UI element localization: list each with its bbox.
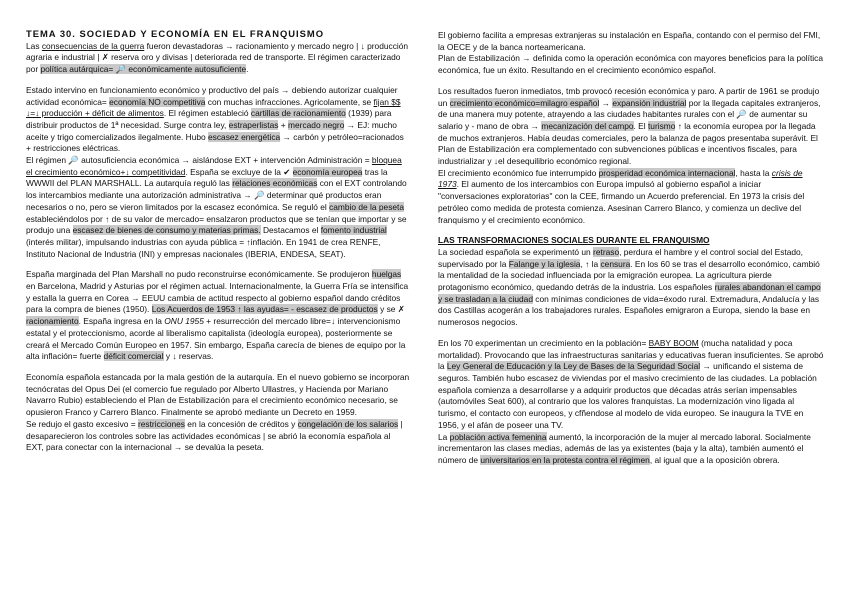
highlighted-text: expansión industrial	[612, 97, 687, 108]
highlighted-text: turismo	[647, 120, 676, 131]
highlighted-text: población activa femenina	[449, 431, 547, 442]
text-run: En los 70 experimentan un crecimiento en la población=	[438, 337, 649, 348]
highlighted-text: congelación de los salarios	[297, 418, 399, 429]
text-run: . En los 60 se tras el desarrollo económico, cambió la mentalidad de la sociedad influenciada por la emigración europea. La agricultura pierde protagonismo económico, quedando detrás de la industria. Los españoles	[438, 258, 820, 293]
text-run: → EJ: mucho aceite y trigo comercializados ilegalmente. Hubo	[26, 119, 397, 142]
highlighted-text: fomento industrial	[320, 225, 387, 236]
text-run: estableciéndolos por ↑ de su valor de mercado= ensalzaron productos que se tenían que importar y se produjo una	[26, 213, 407, 236]
highlighted-text: universitarios en la protesta contra el régimen	[480, 454, 650, 465]
text-run: aumentó, la incorporación de la mujer al mercado laboral. Socialmente incrementaron las clases medias, además de las ya existentes (baja y la alta), también aumentó el número de	[438, 431, 811, 465]
text-run: tras la WWWII del PLAN MARSHALL. La autarquía reguló las	[26, 166, 388, 189]
text-run: El crecimiento económico fue interrumpido	[438, 167, 599, 178]
text-run: . El aumento de los intercambios con Europa impulsó al gobierno español a iniciar "conversaciones exploratorias" con la CEE, firmando un Acuerdo preferencial. En 1973 la crisis del petróleo como medida de protesta comienza. Asesinan Carrero Blanco, y comienza un declive del franquismo y el crecimiento económico.	[438, 179, 805, 225]
text-run: , hasta la	[735, 167, 772, 178]
paragraph	[26, 155, 410, 260]
highlighted-text: estraperlistas	[228, 119, 279, 130]
text-run: en Barcelona, Madrid y Asturias por el régimen actual. Internacionalmente, la Guerra Fría se intensifica y estalla la guerra en Corea → EEUU cambia de actitud respecto al gobierno español dando créditos para la compra de bienes (1950).	[26, 281, 409, 315]
highlighted-text: economía europea	[292, 166, 363, 177]
highlighted-text: censura	[600, 258, 631, 269]
paragraph	[26, 41, 410, 76]
highlighted-text: cambio de la peseta	[329, 201, 405, 212]
text-run: y se ✗	[377, 304, 405, 315]
highlighted-text: prosperidad económica internacional	[598, 167, 736, 178]
paragraph	[26, 85, 410, 155]
text-run: ONU 1955	[164, 316, 204, 327]
text-run: Destacamos el	[260, 225, 321, 236]
highlighted-text: restricciones	[137, 418, 185, 429]
text-run: fueron devastadoras → racionamiento y mercado negro | ↓ producción agraria e industrial | ✗ reserva oro y divisas | deteriorada red de transporte. El régimen caracterizado por	[26, 40, 409, 75]
paragraph	[438, 53, 824, 76]
text-run: (interés militar), impulsando industrias con ayuda pública = ↑inflación. En 1941 de crea RENFE, Instituto Nacional de Industria (INI) y empresas nacionales (IBERIA, ENDESA, SEAT).	[26, 236, 381, 259]
highlighted-text: Los Acuerdos de 1953 ↑ las ayudas= - escasez de productos	[151, 304, 378, 315]
text-run: , ↑ la	[580, 258, 601, 269]
highlighted-text: mercado negro	[288, 119, 345, 130]
text-run: . España ingresa en la	[78, 316, 165, 327]
highlighted-text: escasez de bienes de consumo y materias primas.	[72, 225, 261, 236]
highlighted-text: escasez energética	[208, 131, 281, 142]
text-run: y ↓ reservas.	[163, 351, 214, 362]
text-run: Plan de Estabilización → definida como la operación económica con mayores beneficios para la política económica, fue un éxito. Resultando en el crecimiento económico español.	[438, 53, 824, 76]
underlined-text: bloquea el crecimiento económico+↓ competitividad	[26, 155, 402, 177]
text-run: →	[599, 97, 613, 108]
text-run: + resurrección del mercado libre=↓ intervencionismo estatal y el proteccionismo, acorde al liberalismo capitalista (ideología europea), posteriormente se creará el Mercado Común Europeo en 1957. Sin embargo, España carecía de bienes de equipo por la alta inflación= fuerte	[26, 316, 406, 362]
text-run: El régimen 🔎 autosuficiencia económica → aislándose EXT + intervención Administración =	[26, 155, 372, 166]
text-run: (mucha natalidad y poca mortalidad). Provocando que las infraestructuras sanitarias y educativas fueran insuficientes. Se aprobó la	[438, 337, 824, 372]
underlined-text: consecuencias de la guerra	[41, 40, 145, 51]
text-run: ↑ la economía europea por la llegada de muchos extranjeros. Había deudas comerciales, pero la balanza de pagos presentaba superávit. El Plan de Estabilización era complementado con subvenciones públicas e incentivos fiscales, para industrializar y ↓el desequilibrio económico regional.	[438, 120, 818, 167]
paragraph	[438, 86, 824, 168]
highlighted-text: déficit comercial	[103, 351, 164, 362]
text-run: (1939) para distribuir productos de 1ª necesidad. Surge contra ley,	[26, 108, 392, 130]
text-run: La sociedad española se experimentó un	[438, 246, 594, 257]
text-run: Economía española estancada por la mala gestión de la autarquía. En el nuevo gobierno se incorporan tecnócratas del Opus Dei (el comercio fue regulado por Alberto Ullastres, y Hacienda por Mariano Navarro Rubio) estableciendo el Plan de Estabilización para el crecimiento económico necesario, se opusieron Franco y Carrero Blanco. Finalmente se aprobó mediante un Decreto en 1959.	[26, 371, 410, 418]
text-run: España marginada del Plan Marshall no pudo reconstruirse económicamente. Se produjeron	[26, 269, 372, 280]
highlighted-text: política autárquica= 🔎 económicamente autosuficiente	[40, 64, 247, 75]
text-run: Se redujo el gasto excesivo =	[26, 418, 138, 429]
text-run: La	[438, 431, 450, 442]
text-run: Las	[26, 40, 42, 51]
highlighted-text: huelgas	[371, 269, 402, 280]
underlined-text: fijan $$ ↓=↓ producción + déficit de alimentos	[26, 96, 401, 119]
highlighted-text: relaciones económicas	[232, 178, 318, 189]
highlighted-text: Ley General de Educación y la Ley de Bases de la Seguridad Social	[446, 361, 701, 372]
text-run: , perdura el hambre y el control social del Estado, supervisado por la	[438, 246, 804, 269]
text-run: → carbón y petróleo=racionados + restricciones eléctricas.	[26, 131, 404, 154]
text-run: , al igual que a la oposición obrera.	[649, 454, 780, 465]
text-run: con mínimas condiciones de vida=éxodo rural. Extremadura, Andalucía y las dos Castillas acogerán a los trabajadores rurales. Españoles emigraron a Europa, siendo la base en numerosos negocios.	[438, 293, 820, 328]
text-run: .	[246, 64, 249, 75]
text-run: +	[278, 119, 289, 130]
text-run: Estado intervino en funcionamiento económico y productivo del país → debiendo autorizar cualquier actividad económica=	[26, 84, 398, 107]
text-run: . El régimen estableció	[163, 108, 251, 119]
text-run: por la llegada capitales extranjeros, de una manera muy potente, atrayendo a las ciudades habitantes rurales con el 🔎 de aumentar su salario y - mano de obra →	[438, 97, 821, 131]
paragraph	[438, 432, 824, 467]
highlighted-text: Falange y la iglesia	[508, 258, 581, 269]
underlined-text: BABY BOOM	[648, 337, 699, 348]
highlighted-text: rurales abandonan el campo y se trasladan a la ciudad	[438, 282, 821, 304]
paragraph	[438, 247, 824, 329]
text-run: El gobierno facilita a empresas extranjeras su instalación en España, contando con el permiso del FMI, la OECE y de la banca norteamericana.	[438, 30, 821, 52]
highlighted-text: racionamiento	[26, 316, 79, 327]
paragraph	[26, 269, 410, 363]
text-run: | desaparecieron los controles sobre las actividades económicas | se abrió la economía española al EXT, para conectar con la internacional → se devalúa la peseta.	[26, 418, 403, 453]
highlighted-text: mecanización del campo	[541, 120, 634, 131]
text-run: con muchas infracciones. Agricolamente, se	[205, 96, 374, 107]
paragraph	[438, 168, 824, 227]
section-heading: LAS TRANSFORMACIONES SOCIALES DURANTE EL FRANQUISMO	[438, 235, 710, 246]
highlighted-text: cartillas de racionamiento	[250, 108, 346, 119]
text-run: . El	[633, 120, 648, 131]
text-run: con el EXT controlando los intercambios mediante una autorización administrativa → 🔎 determinar qué productos eran necesarios o no, pero se vieron limitados por la escasez económica. Se reguló el	[26, 178, 407, 212]
highlighted-text: crecimiento económico=milagro español	[449, 97, 600, 108]
page-title: TEMA 30. SOCIEDAD Y ECONOMÍA EN EL FRANQUISMO	[26, 28, 324, 39]
left-column	[26, 28, 410, 454]
text-run: . España se excluye de la ✔	[185, 166, 293, 177]
underlined-text: crisis de 1973	[438, 167, 803, 190]
text-run: en la concesión de créditos y	[184, 418, 298, 429]
paragraph	[26, 419, 410, 454]
highlighted-text: economía NO competitiva	[109, 96, 206, 107]
highlighted-text: retraso	[593, 246, 620, 257]
right-column	[438, 30, 824, 467]
text-run: Los resultados fueron inmediatos, tmb provocó recesión económica y paro. A partir de 1961 se produjo un	[438, 85, 820, 108]
paragraph	[438, 338, 824, 432]
paragraph	[438, 30, 824, 53]
paragraph	[26, 372, 410, 419]
text-run: → unificando el sistema de seguros. También hubo escasez de viviendas por el masivo crecimiento de las ciudades. La población española comienza a desarrollarse y a adquirir productos que décadas atrás serían impensables (automóviles Seat 600), al contrario que los valores franquistas. La modernización vino ligada al turismo, el contacto con europeos, y cfñendose al modelo de vida europeo. Se inaugura la TVE en 1956, y el afán de poseer una TV.	[438, 361, 817, 430]
